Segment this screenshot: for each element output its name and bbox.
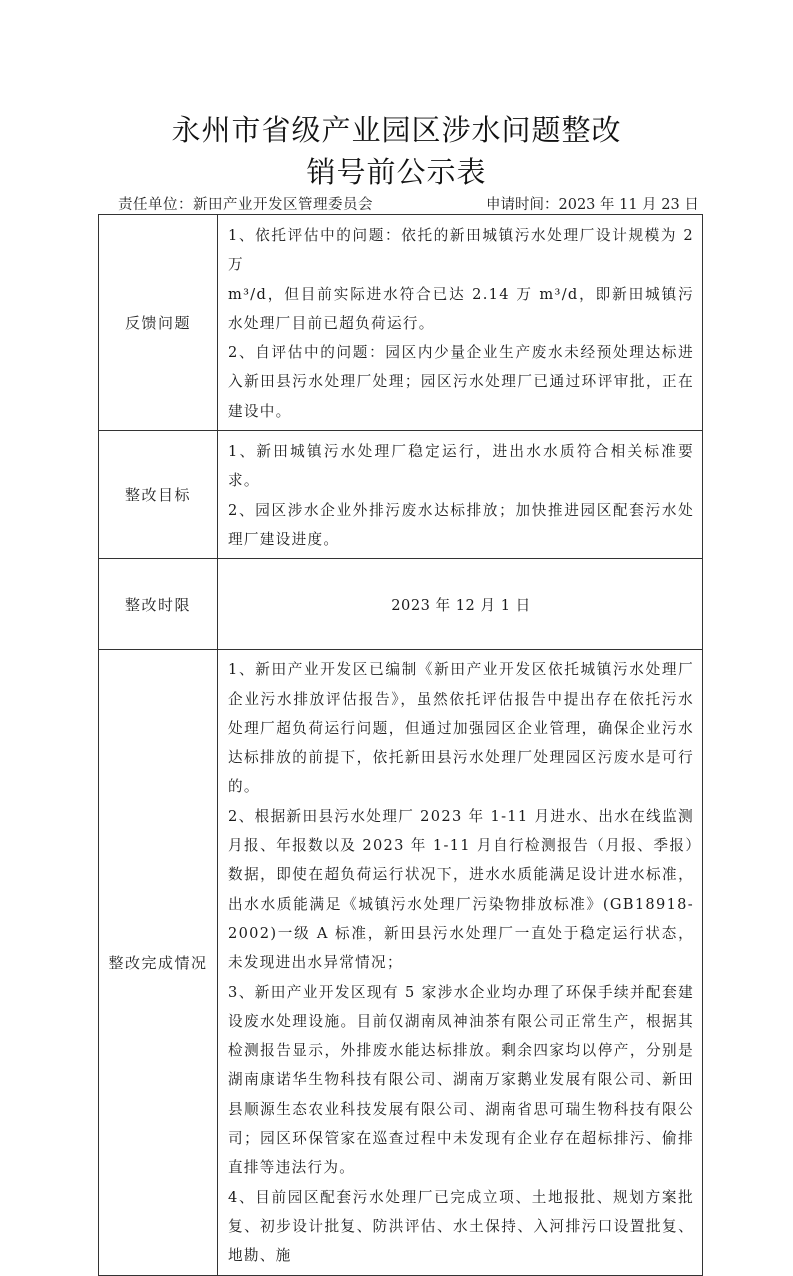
table-row-feedback-issues: [99, 215, 703, 431]
deadline-value: 2023 年 12 月 1 日: [218, 559, 703, 650]
row-label: 反馈问题: [99, 215, 218, 431]
document-title-line1: 永州市省级产业园区涉水问题整改: [171, 113, 622, 147]
table-row-rectification-goals: [99, 431, 703, 559]
row-label: 整改目标: [99, 431, 218, 559]
rectification-table: [98, 214, 703, 1276]
row-label: 整改时限: [99, 559, 218, 650]
responsible-unit: 责任单位：新田产业开发区管理委员会: [118, 197, 373, 213]
paragraph: 1、新田城镇污水处理厂稳定运行，进出水水质符合相关标准要求。: [228, 443, 694, 490]
table-row-deadline: [99, 559, 703, 650]
paragraph: 1、新田产业开发区已编制《新田产业开发区依托城镇污水处理厂企业污水排放评估报告》，虽然依托评估报告中提出存在依托污水处理厂超负荷运行问题，但通过加强园区企业管理，确保企业污水达标排放的前提下，依托新田县污水处理厂处理园区污废水是可行的。: [228, 661, 694, 796]
document-title-line2: 销号前公示表: [306, 155, 487, 189]
paragraph-text: 1、依托评估中的问题：依托的新田城镇污水处理厂设计规模为 2 万: [228, 227, 694, 274]
paragraph: 2、园区涉水企业外排污废水达标排放；加快推进园区配套污水处理厂建设进度。: [228, 501, 694, 548]
row-label: 整改完成情况: [99, 650, 218, 1275]
application-time: 申请时间：2023 年 11 月 23 日: [486, 197, 699, 213]
row-content: [218, 650, 703, 1275]
table-row-completion-status: [99, 650, 703, 1275]
row-content: [218, 431, 703, 559]
paragraph: 4、目前园区配套污水处理厂已完成立项、土地报批、规划方案批复、初步设计批复、防洪评估、水土保持、入河排污口设置批复、地勘、施: [228, 1188, 694, 1265]
paragraph: 2、根据新田县污水处理厂 2023 年 1-11 月进水、出水在线监测月报、年报数以及 2023 年 1-11 月自行检测报告（月报、季报）数据，即使在超负荷运行状况下，进水水质能满足设计进水标准，出水水质能满足《城镇污水处理厂污染物排放标准》(GB18918-2002)一级 A 标准，新田县污水处理厂一直处于稳定运行状态，未发现进出水异常情况；: [228, 807, 694, 972]
paragraph-text: 2、自评估中的问题：园区内少量企业生产废水未经预处理达标进入新田县污水处理厂处理；园区污水处理厂已通过环评审批，正在建设中。: [228, 344, 694, 420]
paragraph: [228, 280, 694, 339]
paragraph-text: m³/d，但目前实际进水符合已达 2.14 万 m³/d，即新田城镇污水处理厂目前已超负荷运行。: [228, 285, 694, 332]
row-content: [218, 215, 703, 431]
paragraph: [228, 338, 694, 426]
paragraph: 3、新田产业开发区现有 5 家涉水企业均办理了环保手续并配套建设废水处理设施。目前仅湖南凤神油茶有限公司正常生产，根据其检测报告显示，外排废水能达标排放。剩余四家均以停产，分别是湖南康诺华生物科技有限公司、湖南万家鹅业发展有限公司、新田县顺源生态农业科技发展有限公司、湖南省思可瑞生物科技有限公司；园区环保管家在巡查过程中未发现有企业存在超标排污、偷排直排等违法行为。: [228, 983, 694, 1177]
paragraph: [228, 221, 694, 280]
